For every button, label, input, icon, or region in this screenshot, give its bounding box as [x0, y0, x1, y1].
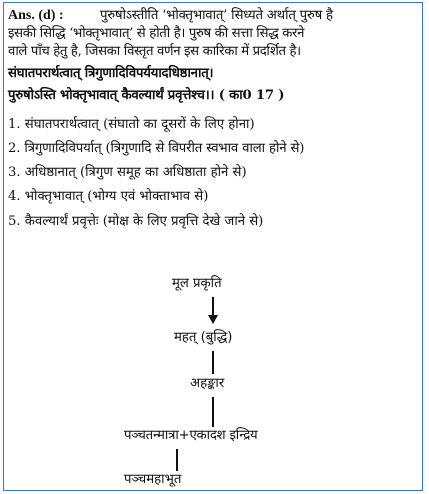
answer-label: Ans. (d) : [8, 8, 64, 23]
verse-line-2: पुरुषोऽस्ति भोक्तृभावात् कैवल्यार्थं प्रवृत्तेश्च।। ( का0 17 ) [8, 88, 285, 103]
answer-line-1: पुरुषोऽस्तीति ‘भोक्तृभावात्’ सिध्यते अर्थात् पुरुष है [100, 8, 333, 23]
connector-1 [212, 297, 214, 317]
reason-item-4: 4. भोक्तृभावात् (भोग्य एवं भोक्ताभाव से) [8, 189, 209, 204]
node-mahat: महत् (बुद्धि) [174, 330, 233, 345]
verse-line-1: संघातपरार्थत्वात् त्रिगुणादिविपर्ययादधिष्ठानात्। [8, 66, 214, 81]
reason-item-2: 2. त्रिगुणादिविपर्यात् (त्रिगुणादि से विपरीत स्वभाव वाला होने से) [8, 141, 305, 156]
connector-4 [176, 449, 178, 471]
connector-3 [212, 397, 214, 427]
node-ahankara: अहङ्कार [190, 376, 225, 391]
reason-item-1: 1. संघातपरार्थत्वात् (संघातो का दूसरों के लिए होना) [8, 117, 255, 132]
node-mahabhuta: पञ्चमहाभूत [124, 472, 182, 487]
answer-line-2: इसकी सिद्धि ‘भोक्तृभावात्’ से होती है। पुरुष की सत्ता सिद्ध करने [8, 26, 305, 41]
arrow-down-icon [208, 315, 218, 324]
node-tanmatra-indriya: पञ्चतन्मात्रा+एकादश इन्द्रिय [124, 428, 258, 443]
answer-box [3, 2, 423, 491]
answer-line-3: वाले पाँच हेतु है, जिसका विस्तृत वर्णन इस कारिका में प्रदर्शित है। [8, 44, 301, 59]
connector-2 [212, 351, 214, 374]
reason-item-3: 3. अधिष्ठानात् (त्रिगुण समूह का अधिष्ठाता होने से) [8, 165, 247, 180]
node-mula-prakriti: मूल प्रकृति [172, 276, 222, 291]
reason-item-5: 5. कैवल्यार्थं प्रवृत्तेः (मोक्ष के लिए प्रवृत्ति देखे जाने से) [8, 214, 264, 229]
